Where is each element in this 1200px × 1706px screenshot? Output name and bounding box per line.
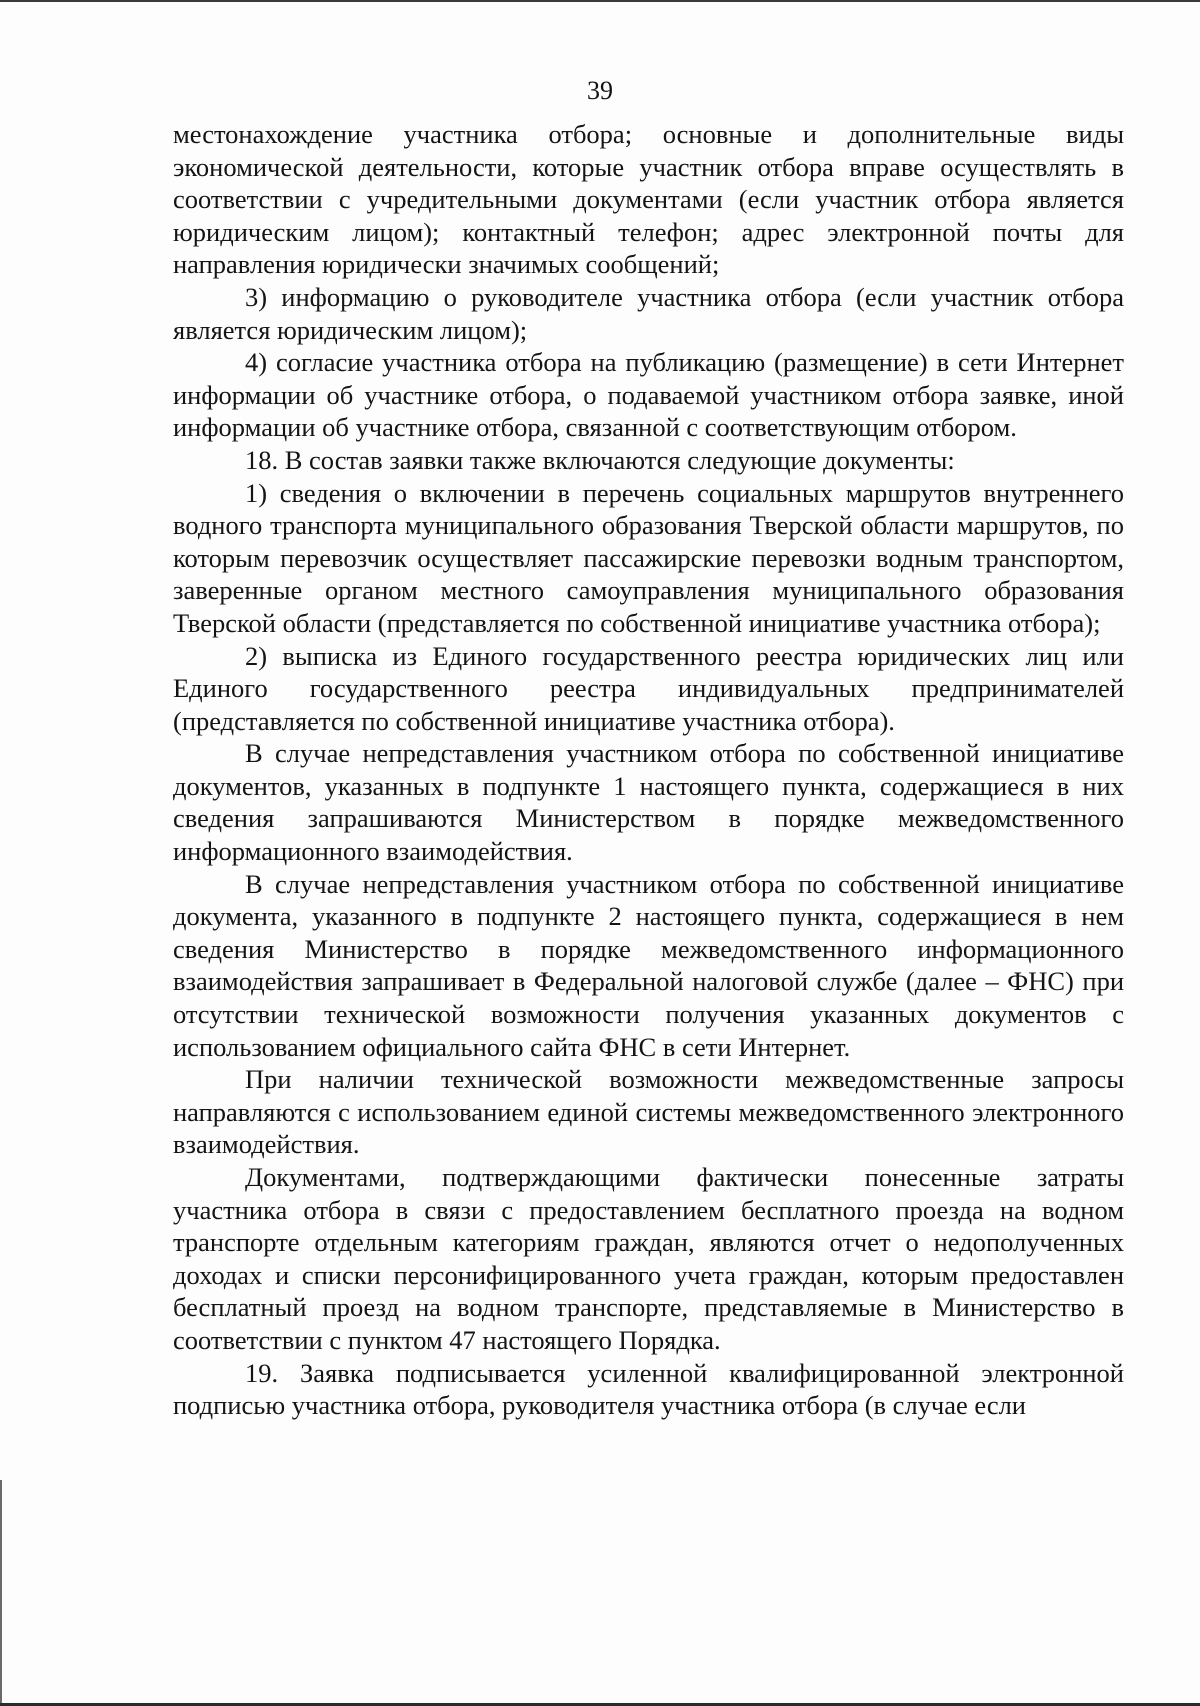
document-body [173, 118, 1124, 1422]
page-number: 39 [587, 76, 613, 105]
paragraph-continuation: местонахождение участника отбора; основные и дополнительные виды экономической деятельности, которые участник отбора вправе осуществлять в соответствии с учредительными документами (если участник отбора является юридическим лицом); контактный телефон; адрес электронной почты для направления юридически значимых сообщений; [173, 119, 1124, 280]
paragraph-clause-19: 19. Заявка подписывается усиленной квалифицированной электронной подписью участника отбора, руководителя участника отбора (в случае если [173, 1357, 1124, 1421]
paragraph-clause-18: 18. В состав заявки также включаются следующие документы: [245, 444, 955, 475]
scan-edge-left [0, 1480, 2, 1706]
paragraph-item-4: 4) согласие участника отбора на публикацию (размещение) в сети Интернет информации об участнике отбора, о подаваемой участником отбора заявке, иной информации об участнике отбора, связанной с соответствующим отбором. [173, 347, 1124, 443]
paragraph-nonsubmission-2: В случае непредставления участником отбора по собственной инициативе документа, указанного в подпункте 2 настоящего пункта, содержащиеся в нем сведения Министерство в порядке межведомственного информационного взаимодействия запрашивает в Федеральной налоговой службе (далее – ФНС) при отсутствии технической возможности получения указанных документов с использованием официального сайта ФНС в сети Интернет. [173, 868, 1124, 1062]
paragraph-supporting-documents: Документами, подтверждающими фактически понесенные затраты участника отбора в связи с предоставлением бесплатного проезда на водном транспорте отдельным категориям граждан, являются отчет о недополученных доходах и списки персонифицированного учета граждан, которым предоставлен бесплатный проезд на водном транспорте, представляемые в Министерство в соответствии с пунктом 47 настоящего Порядка. [173, 1162, 1124, 1355]
paragraph-nonsubmission-1: В случае непредставления участником отбора по собственной инициативе документов, указанных в подпункте 1 настоящего пункта, содержащиеся в них сведения запрашиваются Министерством в порядке межведомственного информационного взаимодействия. [173, 738, 1124, 867]
paragraph-subitem-1: 1) сведения о включении в перечень социальных маршрутов внутреннего водного транспорта муниципального образования Тверской области маршрутов, по которым перевозчик осуществляет пассажирские перевозки водным транспортом, заверенные органом местного самоуправления муниципального образования Тверской области (представляется по собственной инициативе участника отбора); [173, 477, 1124, 638]
scan-edge-top [0, 0, 1200, 2]
paragraph-subitem-2: 2) выписка из Единого государственного реестра юридических лиц или Единого государственного реестра индивидуальных предпринимателей (представляется по собственной инициативе участника отбора). [173, 640, 1124, 736]
paragraph-item-3: 3) информацию о руководителе участника отбора (если участник отбора является юридическим лицом); [173, 281, 1124, 345]
paragraph-interagency-requests: При наличии технической возможности межведомственные запросы направляются с использованием единой системы межведомственного электронного взаимодействия. [173, 1064, 1124, 1160]
